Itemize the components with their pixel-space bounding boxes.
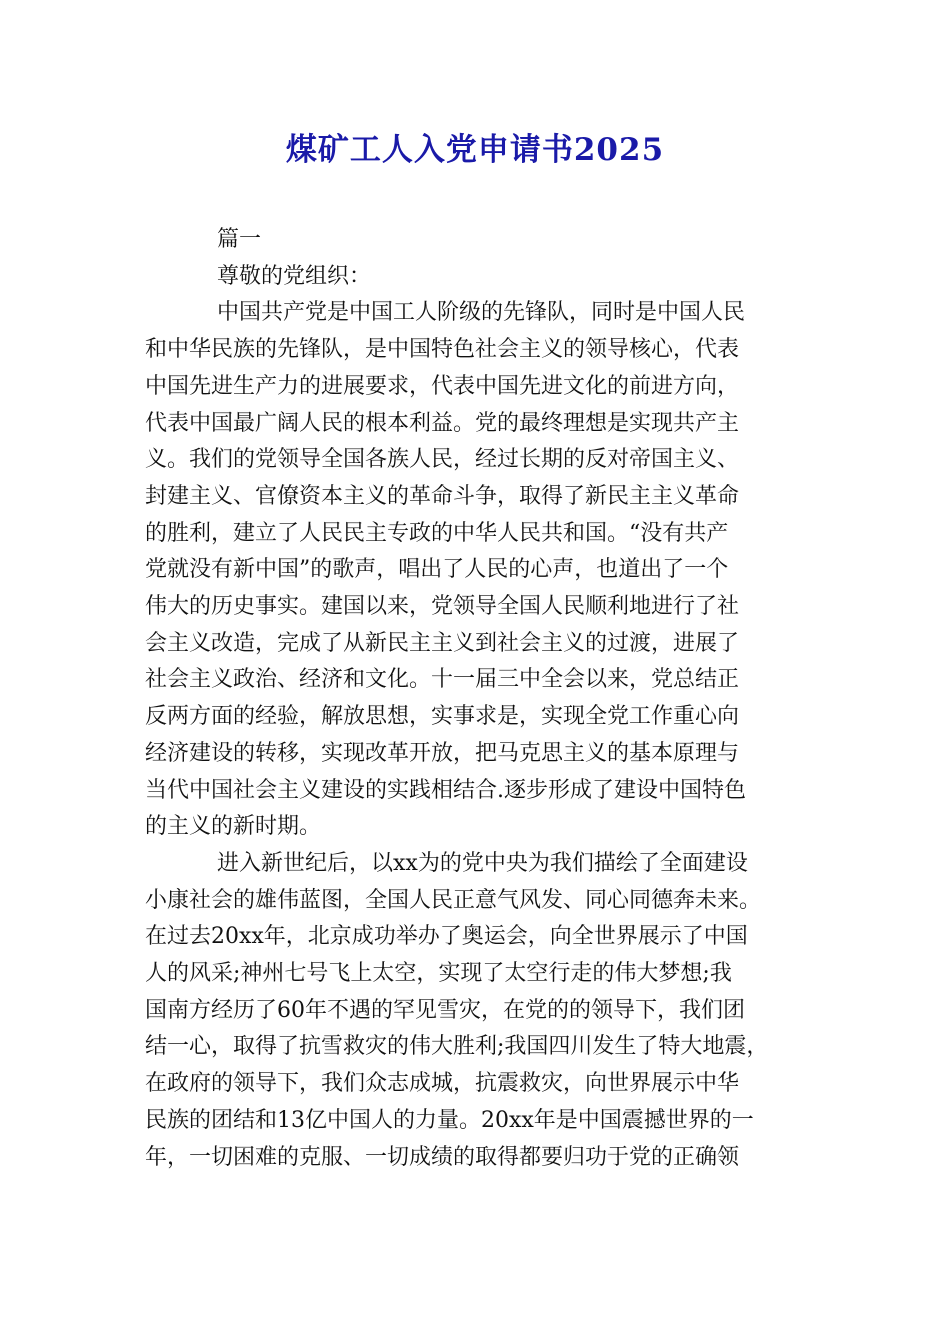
paragraph-line: 进入新世纪后，以xx为的党中央为我们描绘了全面建设: [217, 850, 748, 876]
paragraph-line: 在过去20xx年，北京成功举办了奥运会，向全世界展示了中国: [145, 924, 748, 950]
paragraph-line: 反两方面的经验，解放思想，实事求是，实现全党工作重心向: [145, 704, 740, 730]
paragraph-line: 在政府的领导下，我们众志成城，抗震救灾，向世界展示中华: [145, 1071, 740, 1097]
paragraph-line: 民族的团结和13亿中国人的力量。20xx年是中国震撼世界的一: [145, 1107, 754, 1133]
document-title: 煤矿工人入党申请书2025: [285, 132, 665, 168]
paragraph-line: 小康社会的雄伟蓝图，全国人民正意气风发、同心同德奔未来。: [145, 887, 762, 913]
paragraph-line: 中国共产党是中国工人阶级的先锋队，同时是中国人民: [217, 300, 746, 326]
paragraph-line: 结一心，取得了抗雪救灾的伟大胜利;我国四川发生了特大地震，: [145, 1034, 769, 1060]
paragraph-line: 的主义的新时期。: [145, 814, 322, 840]
paragraph-line: 年，一切困难的克服、一切成绩的取得都要归功于党的正确领: [145, 1144, 740, 1170]
paragraph-line: 人的风采;神州七号飞上太空，实现了太空行走的伟大梦想;我: [145, 961, 732, 987]
paragraph-line: 中国先进生产力的进展要求，代表中国先进文化的前进方向，: [145, 373, 740, 399]
paragraph-line: 的胜利，建立了人民民主专政的中华人民共和国。“没有共产: [145, 520, 729, 546]
salutation: 尊敬的党组织：: [217, 263, 372, 289]
paragraph-line: 国南方经历了60年不遇的罕见雪灾，在党的的领导下，我们团: [145, 997, 745, 1023]
document-body: [145, 222, 815, 1176]
paragraph-line: 代表中国最广阔人民的根本利益。党的最终理想是实现共产主: [145, 410, 740, 436]
paragraph-2: [145, 846, 815, 1176]
paragraph-line: 党就没有新中国”的歌声，唱出了人民的心声，也道出了一个: [145, 557, 729, 583]
paragraph-line: 当代中国社会主义建设的实践相结合.逐步形成了建设中国特色: [145, 777, 746, 803]
paragraph-line: 封建主义、官僚资本主义的革命斗争，取得了新民主主义革命: [145, 483, 740, 509]
section-label: 篇一: [217, 227, 262, 252]
paragraph-line: 义。我们的党领导全国各族人民，经过长期的反对帝国主义、: [145, 447, 740, 473]
paragraph-line: 伟大的历史事实。建国以来，党领导全国人民顺利地进行了社: [145, 594, 740, 620]
paragraph-line: 社会主义政治、经济和文化。十一届三中全会以来，党总结正: [145, 667, 740, 693]
paragraph-line: 经济建设的转移，实现改革开放，把马克思主义的基本原理与: [145, 740, 740, 766]
paragraph-1: [145, 295, 815, 846]
paragraph-line: 和中华民族的先锋队，是中国特色社会主义的领导核心，代表: [145, 337, 740, 363]
paragraph-line: 会主义改造，完成了从新民主主义到社会主义的过渡，进展了: [145, 630, 740, 656]
